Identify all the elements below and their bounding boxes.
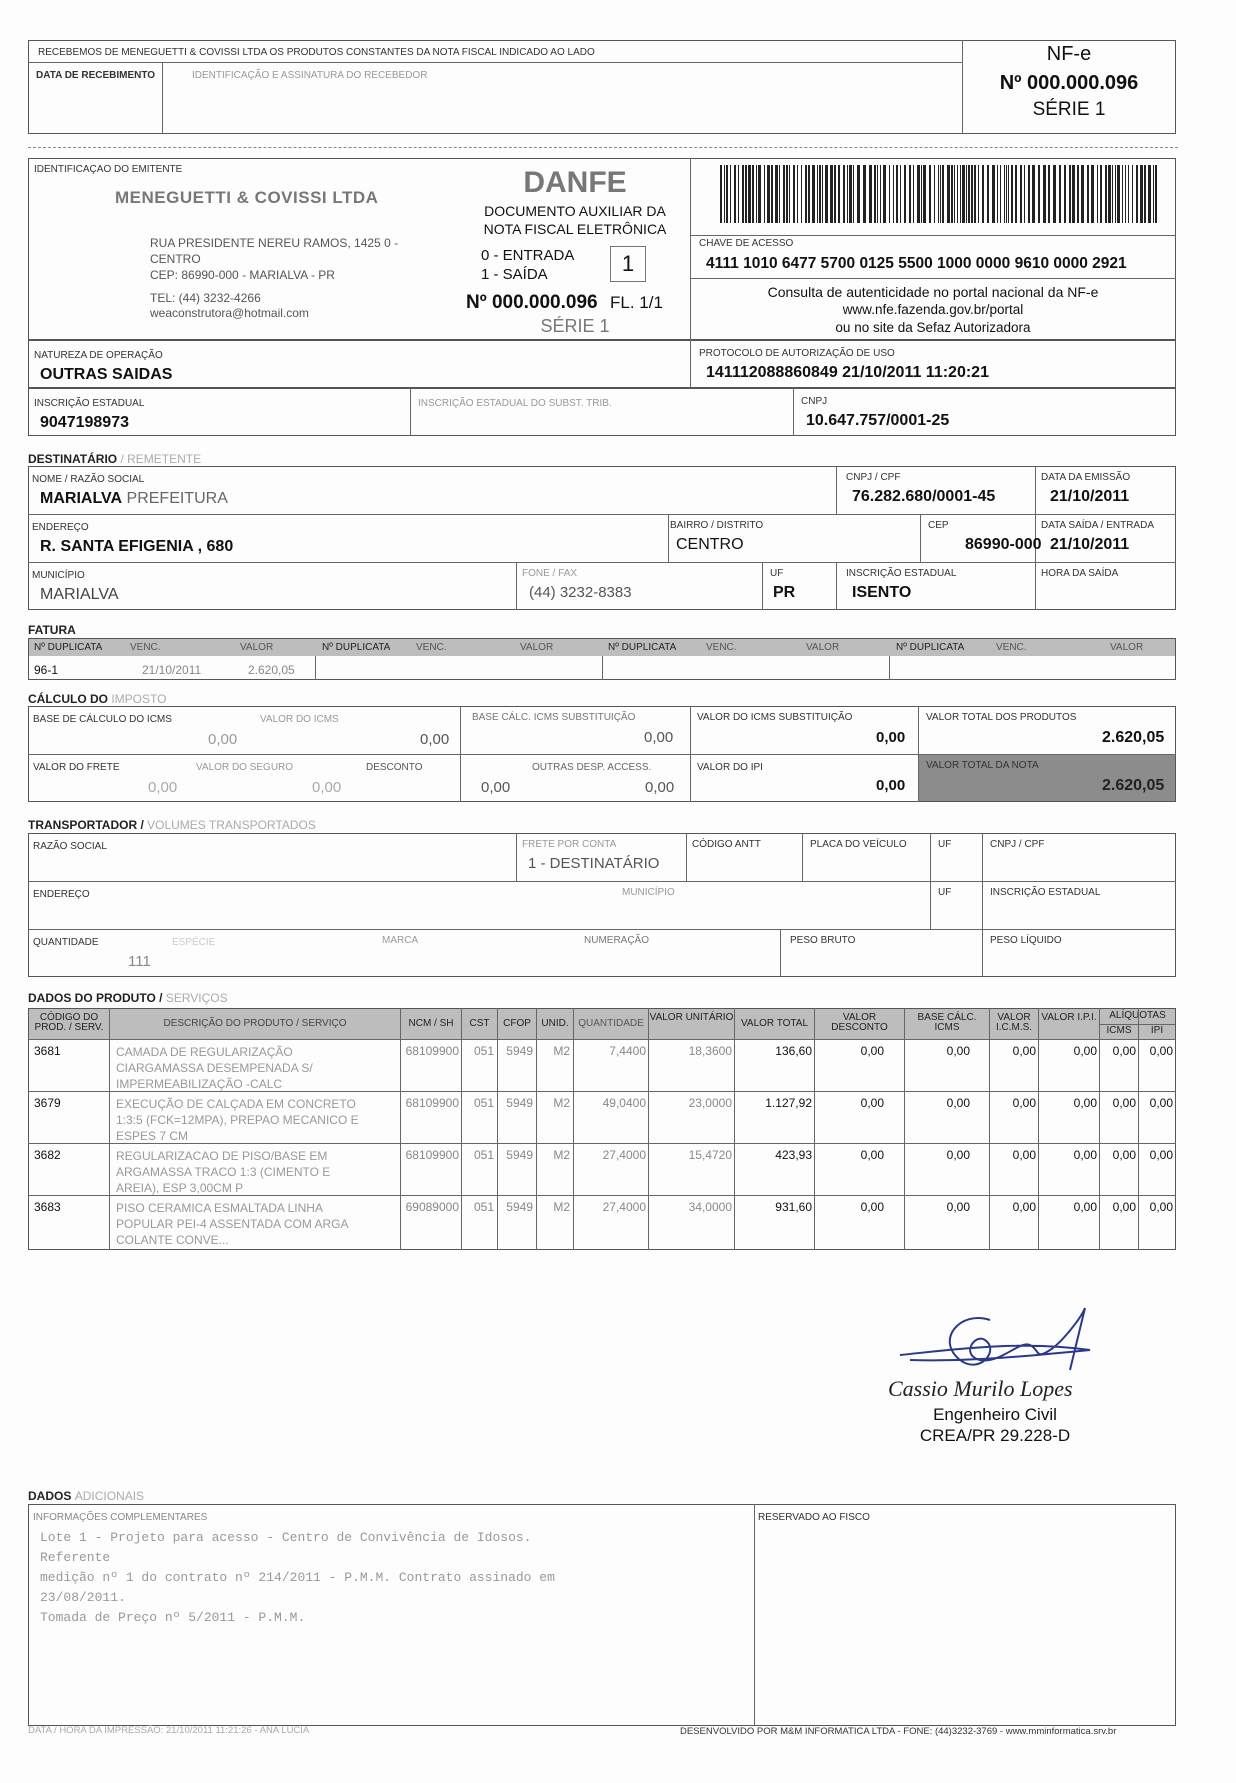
barcode	[720, 165, 1160, 225]
produto-vicms: 0,00	[1012, 1148, 1036, 1162]
transp-pb-label: PESO BRUTO	[790, 935, 856, 946]
danfe-sub-2: NOTA FISCAL ELETRÔNICA	[483, 221, 667, 237]
transp-cnpj-label: CNPJ / CPF	[990, 839, 1045, 850]
produto-cfop: 5949	[506, 1096, 533, 1110]
produto-qtd: 27,4000	[602, 1148, 646, 1162]
produtos-col-line	[648, 1008, 649, 1250]
fisco-label: RESERVADO AO FISCO	[758, 1512, 870, 1523]
fatura-header: VENC.	[416, 642, 447, 653]
produto-row-line	[28, 1091, 1176, 1092]
produto-ncm: 69089000	[405, 1200, 459, 1214]
info-complementares	[40, 1528, 555, 1628]
canhoto-recebemos: RECEBEMOS DE MENEGUETTI & COVISSI LTDA OS PRODUTOS CONSTANTES DA NOTA FISCAL INDICADO AO LADO	[38, 47, 595, 58]
h-vipi: VALOR I.P.I.	[1041, 1012, 1097, 1023]
destinatario-section: DESTINATÁRIO / REMETENTE	[28, 452, 202, 466]
dest-uf-label: UF	[770, 568, 784, 579]
produto-cst: 051	[473, 1044, 494, 1058]
v-st: 0,00	[876, 729, 906, 746]
assinatura-nome: Cassio Murilo Lopes	[888, 1376, 1073, 1401]
assinatura-recebedor-label: IDENTIFICAÇÃO E ASSINATURA DO RECEBEDOR	[192, 70, 428, 81]
info-line: Referente	[40, 1550, 111, 1565]
h-bc: BASE CÁLC. ICMS	[917, 1012, 977, 1033]
outras: 0,00	[645, 779, 675, 796]
iest-label: INSCRIÇÃO ESTADUAL DO SUBST. TRIB.	[418, 398, 612, 409]
fatura-header: Nº DUPLICATA	[322, 642, 391, 653]
produto-ncm: 68109900	[405, 1148, 459, 1162]
danfe-numero: Nº 000.000.096	[466, 292, 598, 313]
produto-bc: 0,00	[946, 1096, 970, 1110]
dest-v-3	[668, 514, 669, 562]
danfe-saida: 1 - SAÍDA	[481, 266, 548, 283]
produto-bc: 0,00	[946, 1200, 970, 1214]
emitente-endereco-3: CEP: 86990-000 - MARIALVA - PR	[150, 268, 335, 282]
natureza-label: NATUREZA DE OPERAÇÃO	[34, 350, 163, 361]
produto-vicms: 0,00	[1012, 1200, 1036, 1214]
adicionais-section: DADOS ADICIONAIS	[28, 1489, 145, 1503]
dest-bairro: CENTRO	[676, 536, 744, 553]
protocolo-valor: 141112088860849 21/10/2011 11:20:21	[706, 364, 989, 381]
desenvolvido-por: DESENVOLVIDO POR M&M INFORMATICA LTDA - FONE: (44)3232-3769 - www.mminformatica.srv.br	[680, 1726, 1117, 1737]
produto-aicms: 0,00	[1112, 1044, 1136, 1058]
seguro-label: VALOR DO SEGURO	[196, 762, 294, 773]
transp-v-3	[802, 833, 803, 881]
produto-ncm: 68109900	[405, 1044, 459, 1058]
outras-label: OUTRAS DESP. ACCESS.	[532, 762, 652, 773]
v-prod-label: VALOR TOTAL DOS PRODUTOS	[926, 712, 1077, 723]
produto-codigo: 3683	[34, 1200, 61, 1214]
v-nota: 2.620,05	[1102, 777, 1165, 794]
ie-label: INSCRIÇÃO ESTADUAL	[34, 398, 145, 409]
transp-antt-label: CÓDIGO ANTT	[692, 839, 761, 850]
produtos-section: DADOS DO PRODUTO / SERVIÇOS	[28, 991, 228, 1005]
v-icms: 0,00	[420, 731, 450, 748]
dest-cnpj: 76.282.680/0001-45	[852, 488, 996, 505]
fatura-v-2	[602, 656, 603, 680]
produto-descricao: PISO CERAMICA ESMALTADA LINHA POPULAR PEI-4 ASSENTADA COM ARGA COLANTE CONVE...	[116, 1201, 348, 1247]
produto-aipi: 0,00	[1149, 1044, 1173, 1058]
dest-nome: MARIALVA PREFEITURA	[40, 490, 228, 507]
emitente-telefone: TEL: (44) 3232-4266	[150, 291, 261, 305]
produto-vipi: 0,00	[1073, 1148, 1097, 1162]
bc-icms-label: BASE DE CÁLCULO DO ICMS	[33, 714, 172, 725]
produto-aipi: 0,00	[1149, 1148, 1173, 1162]
produto-vtot: 423,93	[775, 1148, 812, 1162]
fatura-v-3	[889, 656, 890, 680]
aliquotas-split-line	[1099, 1024, 1175, 1025]
dest-v-7	[836, 562, 837, 610]
data-impressao: DATA / HORA DA IMPRESSÃO: 21/10/2011 11:21:26 - ANA LUCIA	[28, 1725, 310, 1736]
dest-nome-label: NOME / RAZÃO SOCIAL	[32, 474, 145, 485]
bc-st: 0,00	[644, 729, 674, 746]
chave-bottom-line	[690, 278, 1176, 279]
produto-cst: 051	[473, 1096, 494, 1110]
fatura-section: FATURA	[28, 623, 76, 637]
transp-pl-label: PESO LÍQUIDO	[990, 935, 1062, 946]
transp-line-2	[28, 929, 1176, 930]
h-vtot: VALOR TOTAL	[740, 1018, 809, 1029]
h-desc: DESCRIÇÃO DO PRODUTO / SERVIÇO	[163, 1018, 347, 1029]
dest-emissao-label: DATA DA EMISSÃO	[1041, 472, 1131, 483]
emitente-endereco-1: RUA PRESIDENTE NEREU RAMOS, 1425 0 -	[150, 236, 399, 250]
transp-endereco-label: ENDEREÇO	[33, 889, 90, 900]
h-vdesc: VALOR DESCONTO	[831, 1012, 888, 1033]
produtos-col-line	[109, 1008, 110, 1250]
frete: 0,00	[148, 779, 178, 796]
produto-descricao: REGULARIZACAO DE PISO/BASE EM ARGAMASSA TRACO 1:3 (CIMENTO E AREIA), ESP 3,00CM P	[116, 1149, 331, 1195]
produto-cfop: 5949	[506, 1044, 533, 1058]
transp-v-2	[686, 833, 687, 881]
transp-v-6	[780, 929, 781, 977]
produto-unid: M2	[553, 1200, 570, 1214]
fatura-valor: 2.620,05	[248, 663, 295, 677]
transp-razao-label: RAZÃO SOCIAL	[33, 841, 107, 852]
dest-v-5	[516, 562, 517, 610]
produto-ncm: 68109900	[405, 1096, 459, 1110]
info-line: medição nº 1 do contrato nº 214/2011 - P.M.M. Contrato assinado em	[40, 1570, 555, 1585]
produtos-header-line	[28, 1039, 1176, 1040]
transp-especie-label: ESPÉCIE	[172, 937, 216, 948]
bc-icms: 0,00	[208, 731, 238, 748]
produto-vunit: 23,0000	[688, 1096, 732, 1110]
fatura-header: VALOR	[240, 642, 274, 653]
protocolo-label: PROTOCOLO DE AUTORIZAÇÃO DE USO	[699, 348, 895, 359]
dest-saida-label: DATA SAÍDA / ENTRADA	[1041, 520, 1154, 531]
produto-descricao: EXECUÇÃO DE CALÇADA EM CONCRETO 1:3:5 (FCK=12MPA), PREPAO MECANICO E ESPES 7 CM	[116, 1097, 359, 1143]
fatura-header: VALOR	[1110, 642, 1144, 653]
tipo-operacao-box: 1	[610, 246, 646, 282]
info-line: 23/08/2011.	[40, 1590, 126, 1605]
adicionais-divider	[754, 1504, 755, 1726]
canhoto-numero: Nº 000.000.096	[999, 72, 1139, 94]
canhoto-row-line	[28, 62, 962, 63]
dest-fone: (44) 3232-8383	[529, 584, 632, 601]
dest-v-1	[836, 466, 837, 514]
produto-vipi: 0,00	[1073, 1200, 1097, 1214]
imposto-v-2	[690, 706, 691, 802]
dest-endereco: R. SANTA EFIGENIA , 680	[40, 538, 234, 555]
dest-hora-label: HORA DA SAÍDA	[1041, 568, 1119, 579]
imposto-v-1	[460, 706, 461, 802]
produto-aicms: 0,00	[1112, 1096, 1136, 1110]
inscricao-div-1	[410, 388, 411, 436]
produto-vipi: 0,00	[1073, 1044, 1097, 1058]
transp-uf-label: UF	[938, 839, 952, 850]
transp-frete: 1 - DESTINATÁRIO	[528, 855, 660, 872]
transp-municipio-label: MUNICÍPIO	[622, 887, 675, 898]
fatura-v-1	[315, 656, 316, 680]
produto-bc: 0,00	[946, 1148, 970, 1162]
transp-qtd: 111	[128, 953, 151, 970]
h-cfop: CFOP	[503, 1018, 531, 1029]
transp-qtd-label: QUANTIDADE	[33, 937, 99, 948]
fatura-header: VENC.	[130, 642, 161, 653]
dest-endereco-label: ENDEREÇO	[32, 522, 89, 533]
h-qtd: QUANTIDADE	[578, 1018, 644, 1029]
h-vicms: VALOR I.C.M.S.	[995, 1012, 1033, 1033]
fatura-vencimento: 21/10/2011	[142, 663, 202, 677]
emitente-nome: MENEGUETTI & COVISSI LTDA	[115, 188, 379, 207]
produto-vipi: 0,00	[1073, 1096, 1097, 1110]
h-unid: UNID.	[541, 1018, 569, 1029]
danfe-entrada: 0 - ENTRADA	[481, 247, 575, 264]
dest-bairro-label: BAIRRO / DISTRITO	[670, 520, 764, 531]
v-prod: 2.620,05	[1102, 729, 1165, 746]
transp-marca-label: MARCA	[382, 935, 419, 946]
produto-vunit: 18,3600	[688, 1044, 732, 1058]
consulta-3: ou no site da Sefaz Autorizadora	[835, 320, 1031, 335]
produto-aipi: 0,00	[1149, 1096, 1173, 1110]
fatura-header: VENC.	[706, 642, 737, 653]
h-aliq-ipi: IPI	[1150, 1025, 1164, 1036]
produto-aicms: 0,00	[1112, 1200, 1136, 1214]
transp-v-5	[982, 833, 983, 977]
transp-num-label: NUMERAÇÃO	[584, 935, 650, 946]
produto-vdesc: 0,00	[860, 1096, 884, 1110]
dest-cnpj-label: CNPJ / CPF	[846, 472, 901, 483]
natureza-box	[28, 340, 1176, 388]
chave-valor: 4111 1010 6477 5700 0125 5500 1000 0000 9610 0000 2921	[706, 255, 1127, 272]
danfe-title: DANFE	[523, 166, 627, 199]
h-vunit: VALOR UNITÁRIO	[649, 1012, 734, 1023]
h-aliq-icms: ICMS	[1106, 1025, 1132, 1036]
dest-fone-label: FONE / FAX	[522, 568, 578, 579]
transp-uf2-label: UF	[938, 887, 952, 898]
h-cod: CÓDIGO DO PROD. / SERV.	[34, 1012, 104, 1033]
produto-aicms: 0,00	[1112, 1148, 1136, 1162]
fatura-header: Nº DUPLICATA	[896, 642, 965, 653]
dest-ie: ISENTO	[852, 584, 912, 601]
danfe-folha: FL. 1/1	[610, 293, 663, 312]
fatura-header: VALOR	[520, 642, 554, 653]
h-ncm: NCM / SH	[408, 1018, 454, 1029]
ie-valor: 9047198973	[40, 414, 129, 431]
produto-unid: M2	[553, 1096, 570, 1110]
emitente-cnpj: 10.647.757/0001-25	[806, 412, 950, 429]
h-cst: CST	[469, 1018, 490, 1029]
dest-v-4	[920, 514, 921, 562]
produto-descricao: CAMADA DE REGULARIZAÇÃO CIARGAMASSA DESEMPENADA S/ IMPERMEABILIZAÇÃO -CALC	[116, 1045, 313, 1091]
produto-vunit: 34,0000	[688, 1200, 732, 1214]
ipi-label: VALOR DO IPI	[697, 762, 763, 773]
v-st-label: VALOR DO ICMS SUBSTITUIÇÃO	[697, 712, 853, 723]
emitente-endereco-2: CENTRO	[150, 252, 201, 266]
dest-cep: 86990-000	[965, 536, 1042, 553]
transp-ie-label: INSCRIÇÃO ESTADUAL	[990, 887, 1101, 898]
canhoto-col-line	[162, 62, 163, 134]
produto-vicms: 0,00	[1012, 1044, 1036, 1058]
info-label: INFORMAÇÕES COMPLEMENTARES	[33, 1512, 208, 1523]
transportador-section: TRANSPORTADOR / VOLUMES TRANSPORTADOS	[28, 818, 316, 832]
dest-cep-label: CEP	[928, 520, 949, 531]
nfe-label: NF-e	[1046, 43, 1092, 65]
dest-line-2	[28, 562, 1176, 563]
produto-vdesc: 0,00	[860, 1044, 884, 1058]
dest-line-1	[28, 514, 1176, 515]
produto-codigo: 3679	[34, 1096, 61, 1110]
natureza-valor: OUTRAS SAIDAS	[40, 366, 173, 383]
produto-row-line	[28, 1195, 1176, 1196]
transp-frete-label: FRETE POR CONTA	[522, 839, 617, 850]
v-icms-label: VALOR DO ICMS	[260, 714, 339, 725]
produto-vunit: 15,4720	[688, 1148, 732, 1162]
produto-vtot: 1.127,92	[765, 1096, 812, 1110]
cut-line	[28, 147, 1178, 148]
inscricao-box	[28, 388, 1176, 436]
produto-cst: 051	[473, 1200, 494, 1214]
fatura-header: VENC.	[996, 642, 1027, 653]
data-recebimento-label: DATA DE RECEBIMENTO	[36, 70, 156, 81]
seguro: 0,00	[312, 779, 342, 796]
info-line: Tomada de Preço nº 5/2011 - P.M.M.	[40, 1610, 306, 1625]
produto-row-line	[28, 1143, 1176, 1144]
transp-line-1	[28, 881, 1176, 882]
assinatura-crea: CREA/PR 29.228-D	[919, 1426, 1071, 1445]
danfe-serie: SÉRIE 1	[540, 316, 610, 336]
dest-municipio-label: MUNICÍPIO	[32, 570, 85, 581]
ipi: 0,00	[876, 777, 906, 794]
frete-label: VALOR DO FRETE	[33, 762, 120, 773]
consulta-2: www.nfe.fazenda.gov.br/portal	[842, 302, 1024, 317]
produto-cst: 051	[473, 1148, 494, 1162]
transp-v-1	[516, 833, 517, 881]
produto-vicms: 0,00	[1012, 1096, 1036, 1110]
produto-unid: M2	[553, 1148, 570, 1162]
consulta-1: Consulta de autenticidade no portal nacional da NF-e	[767, 284, 1099, 300]
produto-bc: 0,00	[946, 1044, 970, 1058]
fatura-header: Nº DUPLICATA	[34, 642, 103, 653]
dest-emissao: 21/10/2011	[1050, 488, 1130, 505]
desconto: 0,00	[481, 779, 511, 796]
dest-municipio: MARIALVA	[40, 586, 119, 603]
produto-qtd: 27,4000	[602, 1200, 646, 1214]
produto-vtot: 136,60	[775, 1044, 812, 1058]
fatura-header: Nº DUPLICATA	[608, 642, 677, 653]
emitente-cnpj-label: CNPJ	[801, 396, 828, 407]
produto-qtd: 49,0400	[602, 1096, 646, 1110]
info-line: Lote 1 - Projeto para acesso - Centro de Convivência de Idosos.	[40, 1530, 532, 1545]
v-nota-label: VALOR TOTAL DA NOTA	[926, 760, 1039, 771]
h-aliq: ALÍQUOTAS	[1109, 1010, 1166, 1021]
dest-uf: PR	[773, 584, 796, 601]
produto-unid: M2	[553, 1044, 570, 1058]
chave-top-line	[690, 235, 1176, 236]
produto-cfop: 5949	[506, 1200, 533, 1214]
produto-codigo: 3682	[34, 1148, 61, 1162]
inscricao-div-2	[793, 388, 794, 436]
dest-v-6	[762, 562, 763, 610]
produto-vdesc: 0,00	[860, 1200, 884, 1214]
produto-aipi: 0,00	[1149, 1200, 1173, 1214]
fatura-header: VALOR	[806, 642, 840, 653]
canhoto-serie: SÉRIE 1	[1032, 99, 1106, 120]
natureza-divider	[690, 340, 691, 388]
dest-ie-label: INSCRIÇÃO ESTADUAL	[846, 568, 957, 579]
transp-placa-label: PLACA DO VEÍCULO	[810, 839, 907, 850]
danfe-sub-1: DOCUMENTO AUXILIAR DA	[484, 203, 666, 219]
fatura-duplicata: 96-1	[34, 663, 59, 677]
emitente-email: weaconstrutora@hotmail.com	[150, 306, 309, 320]
desconto-label: DESCONTO	[366, 762, 423, 773]
produto-vtot: 931,60	[775, 1200, 812, 1214]
produto-qtd: 7,4400	[609, 1044, 646, 1058]
assinatura-cargo: Engenheiro Civil	[933, 1405, 1057, 1424]
chave-label: CHAVE DE ACESSO	[699, 238, 794, 249]
produto-vdesc: 0,00	[860, 1148, 884, 1162]
imposto-section: CÁLCULO DO IMPOSTO	[28, 692, 167, 706]
bc-st-label: BASE CÁLC. ICMS SUBSTITUIÇÃO	[472, 712, 636, 723]
emitente-label: IDENTIFICAÇAO DO EMITENTE	[34, 164, 183, 175]
produto-cfop: 5949	[506, 1148, 533, 1162]
dest-saida: 21/10/2011	[1050, 536, 1130, 553]
produto-codigo: 3681	[34, 1044, 61, 1058]
transp-v-4	[930, 833, 931, 929]
